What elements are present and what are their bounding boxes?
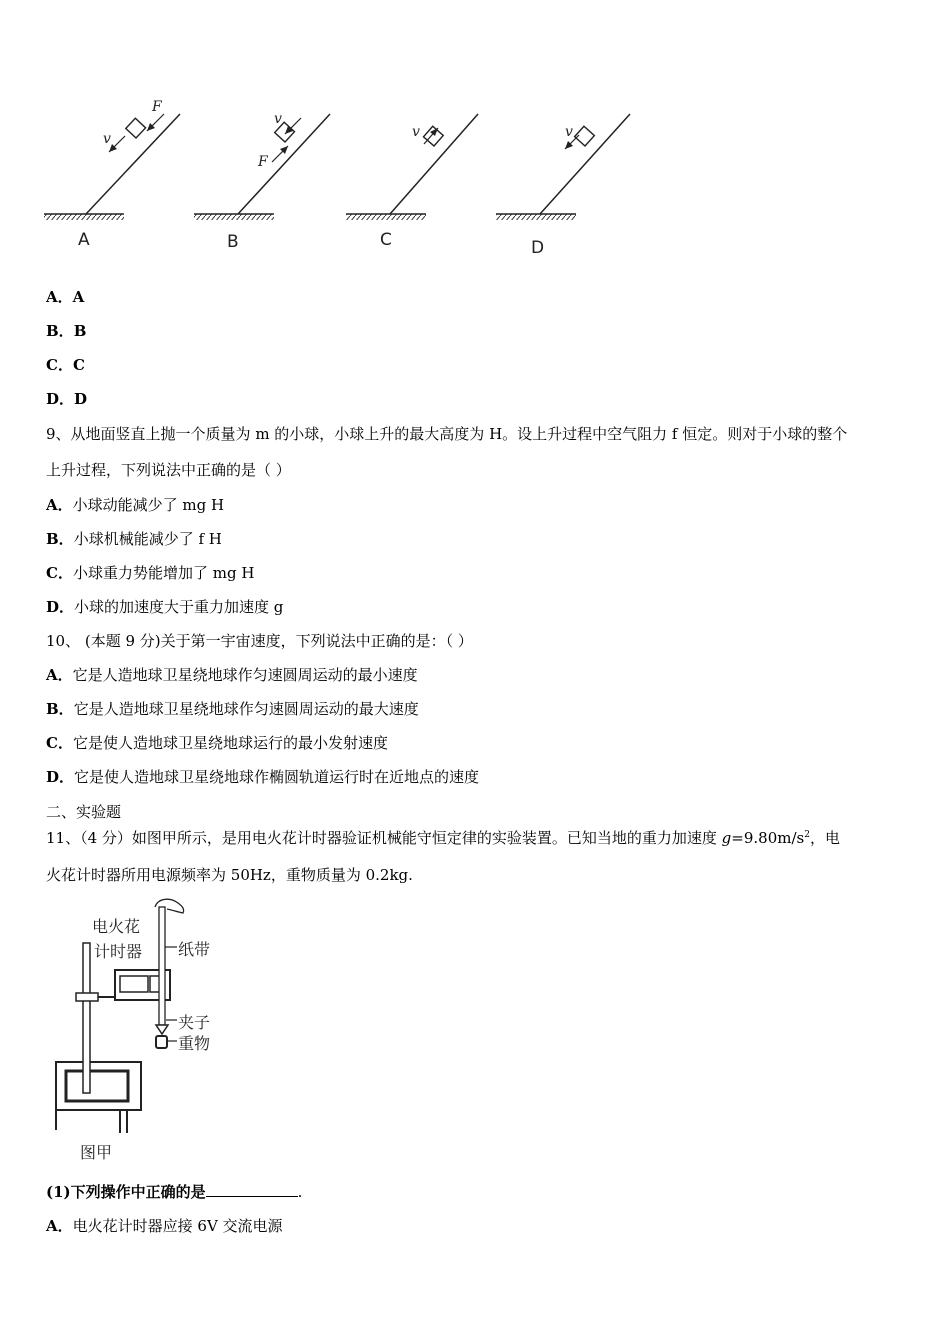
velocity-symbol-a: v	[103, 131, 111, 147]
figure-caption: 图甲	[80, 1143, 113, 1162]
answer-blank	[206, 1182, 298, 1197]
incline-a	[44, 114, 180, 220]
q9-stem-line1: 9、从地面竖直上抛一个质量为 m 的小球，小球上升的最大高度为 H。设上升过程中空气阻力 f 恒定。则对于小球的整个	[46, 425, 848, 443]
q11-sub1-stem: (1)下列操作中正确的是 .	[46, 1183, 303, 1201]
q8-option-a: A．A	[46, 288, 85, 306]
velocity-symbol-b: v	[274, 111, 282, 127]
q10-option-d: D．它是使人造地球卫星绕地球作椭圆轨道运行时在近地点的速度	[46, 768, 480, 786]
incline-label-a: A	[78, 230, 90, 250]
force-symbol-a: F	[152, 99, 162, 115]
incline-label-c: C	[380, 230, 392, 250]
timer-label-1: 电火花	[92, 917, 141, 936]
incline-label-d: D	[531, 238, 545, 258]
q10-option-b: B．它是人造地球卫星绕地球作匀速圆周运动的最大速度	[46, 700, 419, 718]
q10-option-a: A．它是人造地球卫星绕地球作匀速圆周运动的最小速度	[46, 666, 418, 684]
apparatus-figure	[40, 895, 260, 1165]
q10-option-c: C．它是使人造地球卫星绕地球运行的最小发射速度	[46, 734, 388, 752]
q8-option-b: B．B	[46, 322, 87, 340]
section-heading: 二、实验题	[46, 803, 122, 821]
incline-label-b: B	[227, 232, 239, 252]
incline-figure	[0, 0, 950, 270]
q9-stem-line2: 上升过程，下列说法中正确的是（ ）	[46, 461, 291, 479]
q11-stem-line2: 火花计时器所用电源频率为 50Hz，重物质量为 0.2kg.	[46, 866, 413, 884]
q10-stem: 10、 (本题 9 分)关于第一宇宙速度，下列说法中正确的是：（ ）	[46, 632, 473, 650]
q9-option-a: A．小球动能减少了 mg H	[46, 496, 225, 514]
weight-label: 重物	[178, 1034, 211, 1053]
q11-sub1-option-a: A．电火花计时器应接 6V 交流电源	[46, 1217, 283, 1235]
velocity-symbol-d: v	[565, 124, 573, 140]
q8-option-c: C．C	[46, 356, 85, 374]
timer-label-2: 计时器	[94, 942, 143, 961]
clip-label: 夹子	[178, 1013, 211, 1032]
velocity-symbol-c: v	[412, 124, 420, 140]
force-symbol-b: F	[258, 154, 268, 170]
tape-label: 纸带	[178, 940, 211, 959]
q11-stem-line1: 11、（4 分）如图甲所示，是用电火花计时器验证机械能守恒定律的实验装置。已知当地的重力加速度 $g=9.80m/s^2$，电	[46, 829, 840, 847]
q8-option-d: D．D	[46, 390, 88, 408]
q9-option-d: D．小球的加速度大于重力加速度 g	[46, 598, 284, 616]
q9-option-c: C．小球重力势能增加了 mg H	[46, 564, 255, 582]
incline-d	[496, 114, 630, 220]
q9-option-b: B．小球机械能减少了 f H	[46, 530, 222, 548]
